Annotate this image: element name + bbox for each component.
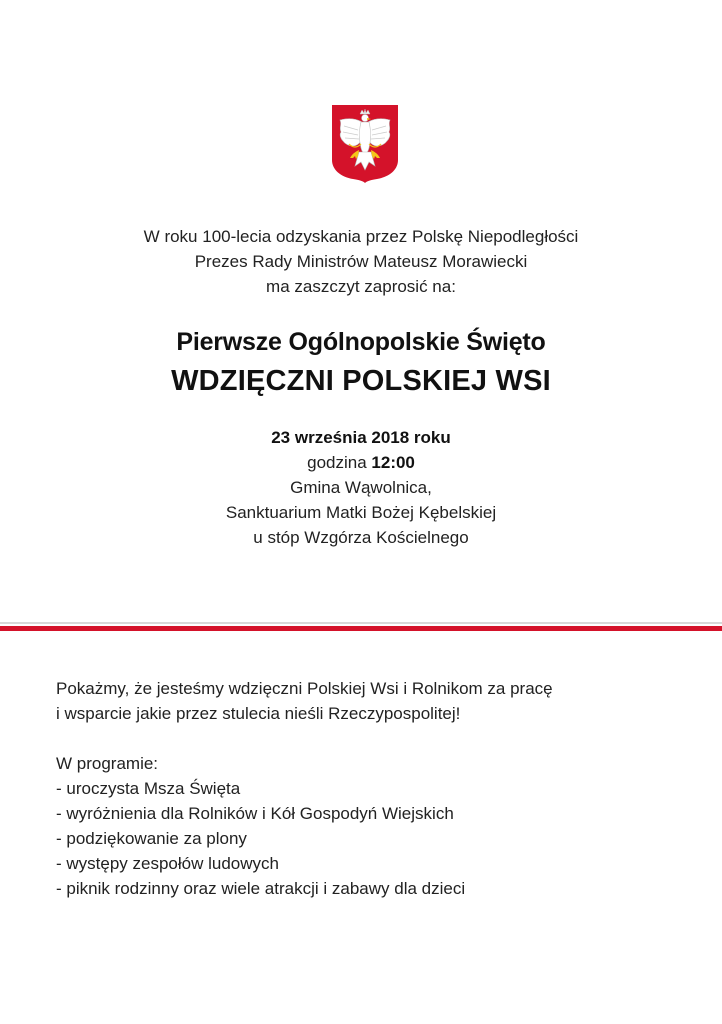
event-place-line-2: Sanktuarium Matki Bożej Kębelskiej xyxy=(225,503,497,522)
event-place-line-3: u stóp Wzgórza Kościelnego xyxy=(253,528,469,547)
divider-gray xyxy=(0,622,722,624)
divider-red xyxy=(0,626,722,631)
polish-eagle-emblem-icon xyxy=(331,104,399,184)
program-item: - występy zespołów ludowych xyxy=(56,854,279,873)
intro-line-1: W roku 100-lecia odzyskania przez Polskę Niepodległości xyxy=(143,227,579,246)
program-item: - wyróżnienia dla Rolników i Kół Gospodyń Wiejskich xyxy=(56,804,454,823)
appeal-line-2: i wsparcie jakie przez stulecia nieśli Rzeczypospolitej! xyxy=(56,704,461,723)
intro-line-3: ma zaszczyt zaprosić na: xyxy=(266,277,456,296)
program-heading: W programie: xyxy=(56,754,159,773)
event-title xyxy=(0,323,722,401)
event-place-line-1: Gmina Wąwolnica, xyxy=(290,478,432,497)
intro-line-2: Prezes Rady Ministrów Mateusz Morawiecki xyxy=(194,252,528,271)
program-section xyxy=(56,676,676,901)
event-title-line-2: WDZIĘCZNI POLSKIEJ WSI xyxy=(171,365,551,397)
program-item: - uroczysta Msza Święta xyxy=(56,779,241,798)
program-list xyxy=(56,776,676,901)
event-title-line-1: Pierwsze Ogólnopolskie Święto xyxy=(176,328,546,356)
appeal-line-1: Pokażmy, że jesteśmy wdzięczni Polskiej Wsi i Rolnikom za pracę xyxy=(56,679,553,698)
event-date: 23 września 2018 roku xyxy=(271,428,451,447)
program-item: - piknik rodzinny oraz wiele atrakcji i zabawy dla dzieci xyxy=(56,879,466,898)
program-item: - podziękowanie za plony xyxy=(56,829,247,848)
event-time-value: 12:00 xyxy=(371,453,415,472)
event-details xyxy=(0,425,722,550)
event-time-label: godzina xyxy=(307,453,367,472)
event-time xyxy=(0,450,722,475)
spacer xyxy=(56,726,676,751)
invitation-intro xyxy=(0,224,722,299)
